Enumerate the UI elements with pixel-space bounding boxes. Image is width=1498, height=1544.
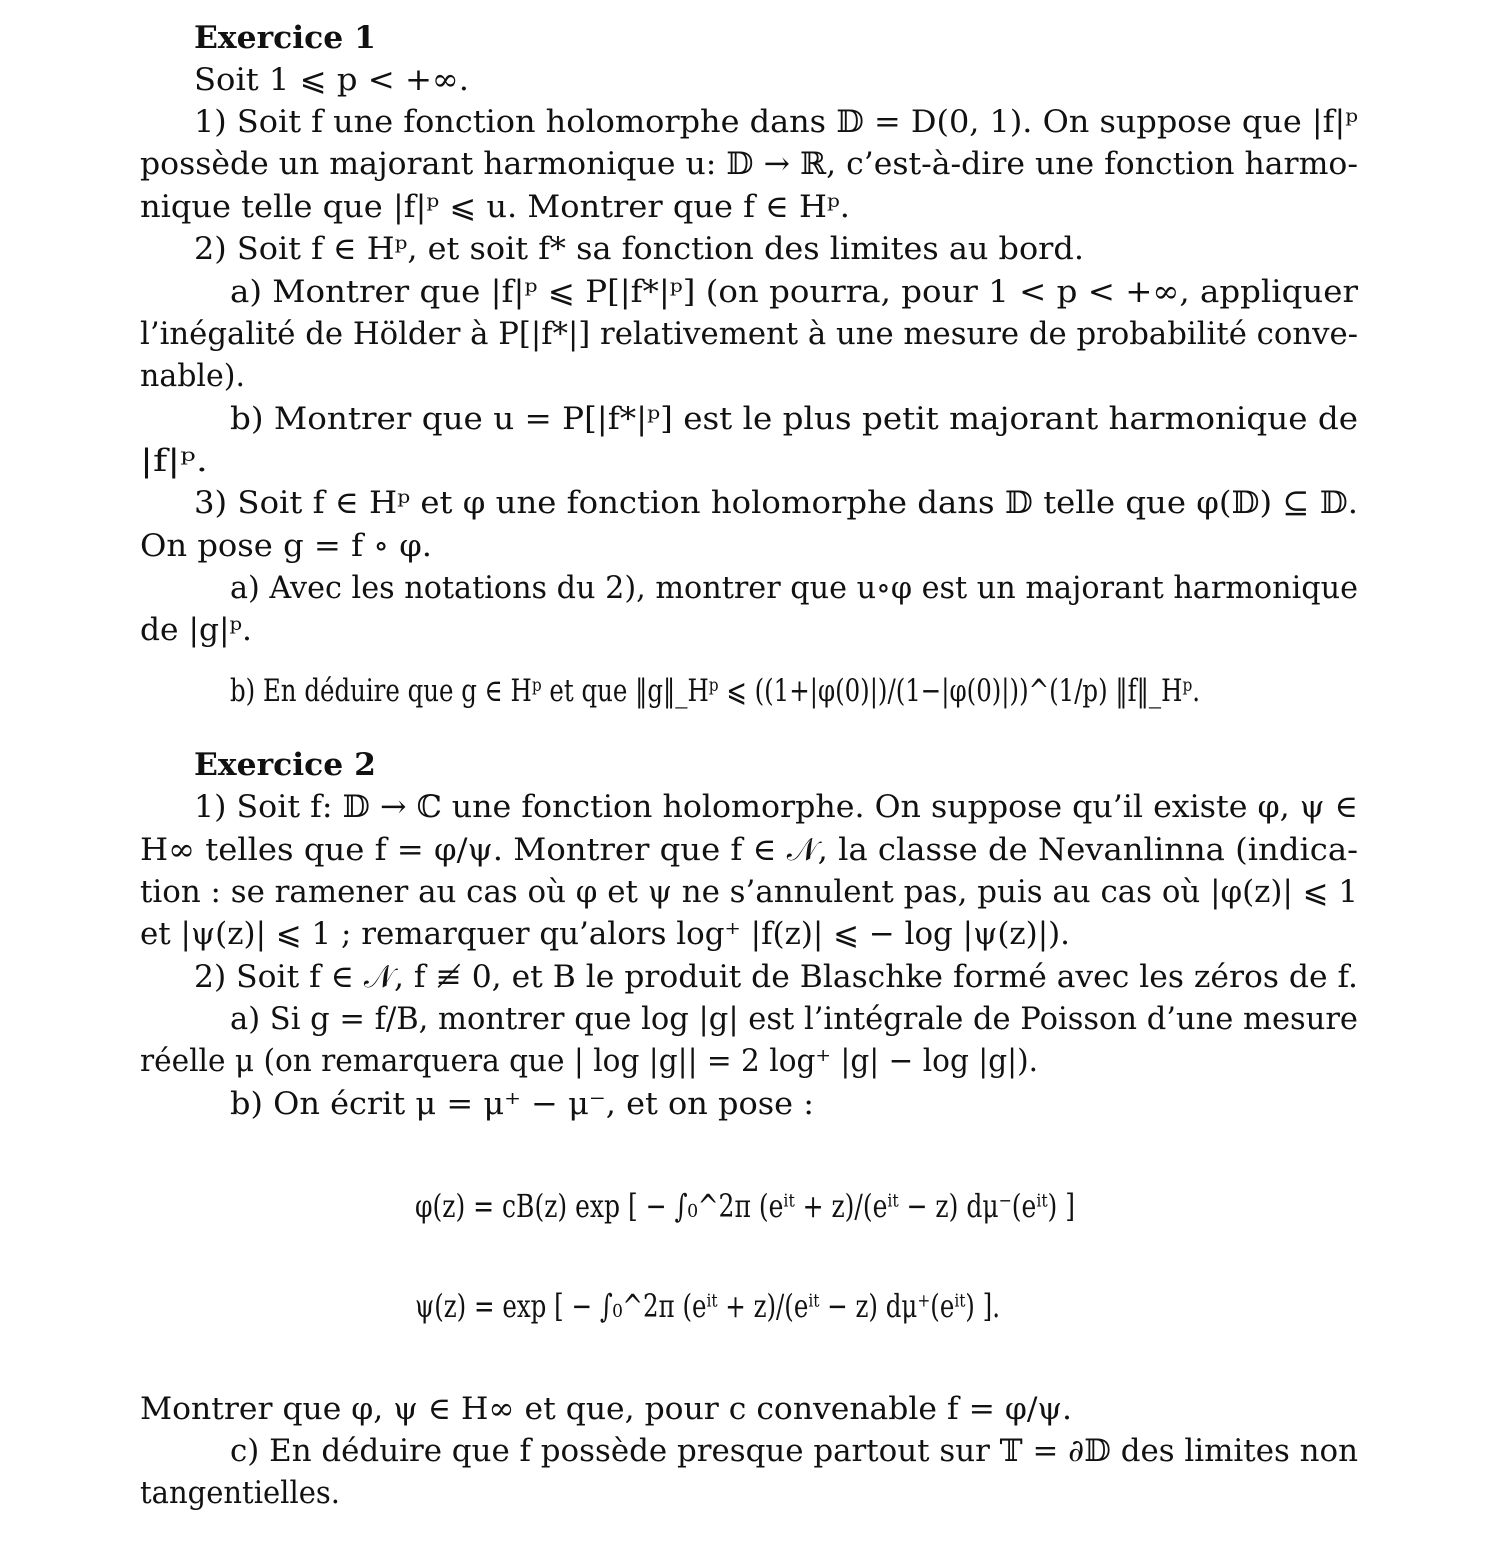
exercise-2-title: Exercice 2 [194, 747, 376, 783]
display-equation-psi: ψ(z) = exp [ − ∫₀^2π (eⁱᵗ + z)/(eⁱᵗ − z) dμ⁺(eⁱᵗ) ]. [415, 1287, 1000, 1325]
q1-line-1: 1) Soit f une fonction holomorphe dans 𝔻 = D(0, 1). On suppose que |f|ᵖ [194, 104, 1358, 140]
q2-line: 2) Soit f ∈ Hᵖ, et soit f* sa fonction des limites au bord. [194, 231, 1084, 267]
exercise-1-title: Exercice 1 [194, 20, 376, 56]
display-equation-phi: φ(z) = cB(z) exp [ − ∫₀^2π (eⁱᵗ + z)/(eⁱᵗ − z) dμ⁻(eⁱᵗ) ] [415, 1187, 1075, 1225]
q1-line-2: possède un majorant harmonique u: 𝔻 → ℝ, c’est-à-dire une fonction harmo- [140, 146, 1358, 182]
e2-q2-line: 2) Soit f ∈ 𝒩, f ≢ 0, et B le produit de Blaschke formé avec les zéros de f. [194, 959, 1358, 995]
q2a-line-3: nable). [140, 358, 245, 394]
e2-q2c-line-2: tangentielles. [140, 1475, 340, 1511]
e2-q1-line-1: 1) Soit f: 𝔻 → ℂ une fonction holomorphe. On suppose qu’il existe φ, ψ ∈ [194, 789, 1358, 825]
q3-line-2: On pose g = f ∘ φ. [140, 528, 432, 564]
e2-q2b-line: b) On écrit μ = μ⁺ − μ⁻, et on pose : [230, 1086, 814, 1122]
q2b-line-2: |f|ᵖ. [140, 443, 208, 479]
e2-q1-line-4: et |ψ(z)| ⩽ 1 ; remarquer qu’alors log⁺ |f(z)| ⩽ − log |ψ(z)|). [140, 916, 1070, 952]
q3-line-1: 3) Soit f ∈ Hᵖ et φ une fonction holomorphe dans 𝔻 telle que φ(𝔻) ⊆ 𝔻. [194, 485, 1358, 521]
q3b-line: b) En déduire que g ∈ Hᵖ et que ‖g‖_Hᵖ ⩽ ((1+|φ(0)|)/(1−|φ(0)|))^(1/p) ‖f‖_Hᵖ. [230, 673, 1200, 709]
e2-q2b-conclusion: Montrer que φ, ψ ∈ H∞ et que, pour c convenable f = φ/ψ. [140, 1391, 1072, 1427]
q2a-line-2: l’inégalité de Hölder à P[|f*|] relativement à une mesure de probabilité conve- [140, 316, 1358, 352]
q2a-line-1: a) Montrer que |f|ᵖ ⩽ P[|f*|ᵖ] (on pourra, pour 1 < p < +∞, appliquer [230, 274, 1358, 310]
q3a-line-1: a) Avec les notations du 2), montrer que u∘φ est un majorant harmonique [230, 570, 1358, 606]
q3a-line-2: de |g|ᵖ. [140, 612, 252, 648]
e2-q1-line-3: tion : se ramener au cas où φ et ψ ne s’annulent pas, puis au cas où |φ(z)| ⩽ 1 [140, 874, 1358, 910]
q1-line-3: nique telle que |f|ᵖ ⩽ u. Montrer que f ∈ Hᵖ. [140, 189, 850, 225]
e2-q2c-line-1: c) En déduire que f possède presque partout sur 𝕋 = ∂𝔻 des limites non [230, 1433, 1358, 1469]
e2-q2a-line-1: a) Si g = f/B, montrer que log |g| est l’intégrale de Poisson d’une mesure [230, 1001, 1358, 1037]
e2-q2a-line-2: réelle μ (on remarquera que | log |g|| = 2 log⁺ |g| − log |g|). [140, 1043, 1038, 1079]
e2-q1-line-2: H∞ telles que f = φ/ψ. Montrer que f ∈ 𝒩, la classe de Nevanlinna (indica- [140, 832, 1358, 868]
hypothesis-line: Soit 1 ⩽ p < +∞. [194, 62, 469, 98]
q2b-line-1: b) Montrer que u = P[|f*|ᵖ] est le plus petit majorant harmonique de [230, 401, 1358, 437]
